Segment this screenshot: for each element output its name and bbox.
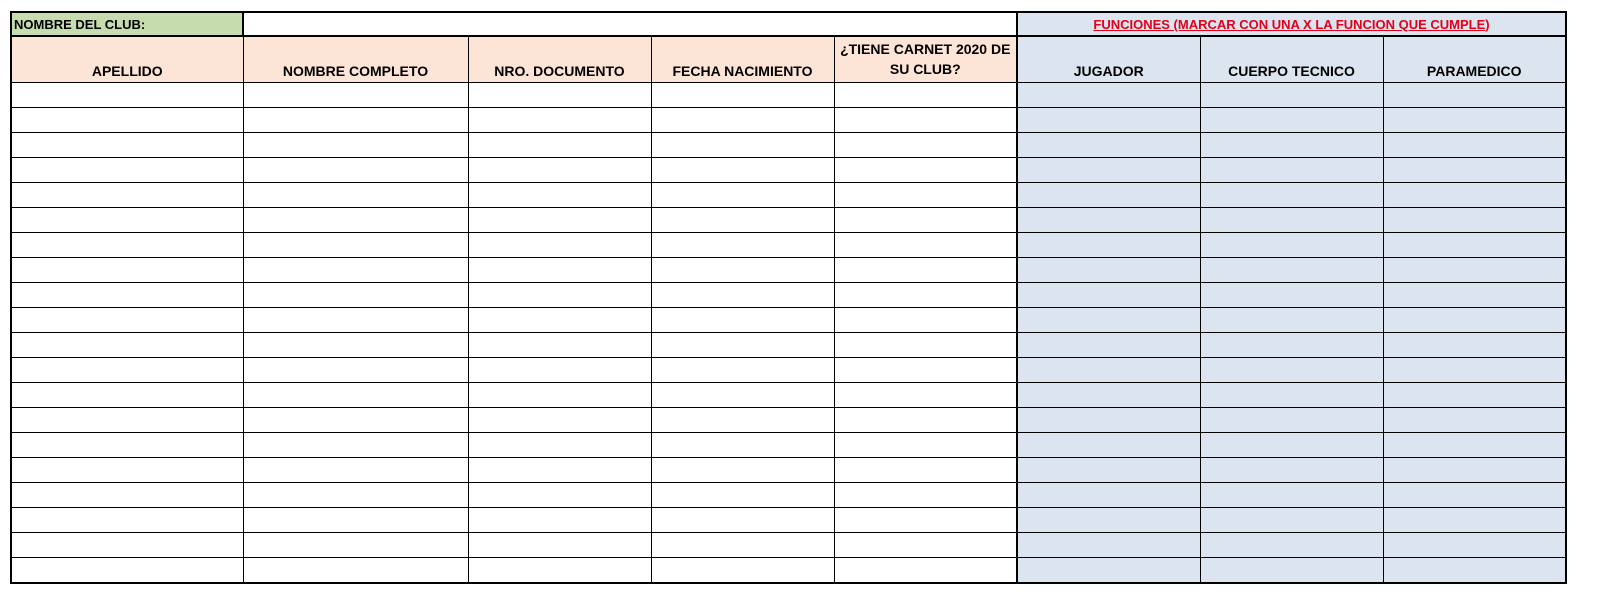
cell-nombre-completo[interactable]: [243, 483, 468, 508]
cell-jugador[interactable]: [1017, 208, 1200, 233]
cell-cuerpo-tecnico[interactable]: [1200, 333, 1383, 358]
cell-nro-documento[interactable]: [468, 408, 651, 433]
cell-apellido[interactable]: [11, 108, 243, 133]
header-nombre-completo: NOMBRE COMPLETO: [243, 36, 468, 83]
cell-tiene-carnet[interactable]: [834, 558, 1017, 584]
table-row: [11, 208, 1566, 233]
cell-nombre-completo[interactable]: [243, 83, 468, 108]
cell-fecha-nacimiento[interactable]: [651, 258, 834, 283]
cell-jugador[interactable]: [1017, 108, 1200, 133]
cell-jugador[interactable]: [1017, 358, 1200, 383]
cell-cuerpo-tecnico[interactable]: [1200, 358, 1383, 383]
cell-tiene-carnet[interactable]: [834, 333, 1017, 358]
cell-fecha-nacimiento[interactable]: [651, 508, 834, 533]
table-row: [11, 458, 1566, 483]
cell-apellido[interactable]: [11, 358, 243, 383]
cell-cuerpo-tecnico[interactable]: [1200, 258, 1383, 283]
cell-jugador[interactable]: [1017, 433, 1200, 458]
cell-jugador[interactable]: [1017, 533, 1200, 558]
cell-jugador[interactable]: [1017, 408, 1200, 433]
cell-cuerpo-tecnico[interactable]: [1200, 283, 1383, 308]
cell-nro-documento[interactable]: [468, 133, 651, 158]
cell-jugador[interactable]: [1017, 558, 1200, 584]
table-row: [11, 558, 1566, 584]
cell-nro-documento[interactable]: [468, 258, 651, 283]
cell-nro-documento[interactable]: [468, 333, 651, 358]
registration-sheet: [10, 11, 1567, 584]
cell-apellido[interactable]: [11, 283, 243, 308]
cell-paramedico[interactable]: [1383, 283, 1566, 308]
cell-jugador[interactable]: [1017, 158, 1200, 183]
cell-fecha-nacimiento[interactable]: [651, 283, 834, 308]
cell-fecha-nacimiento[interactable]: [651, 133, 834, 158]
cell-jugador[interactable]: [1017, 458, 1200, 483]
cell-paramedico[interactable]: [1383, 383, 1566, 408]
cell-jugador[interactable]: [1017, 333, 1200, 358]
header-row: [11, 36, 1566, 83]
cell-fecha-nacimiento[interactable]: [651, 458, 834, 483]
cell-nombre-completo[interactable]: [243, 558, 468, 584]
cell-apellido[interactable]: [11, 408, 243, 433]
cell-cuerpo-tecnico[interactable]: [1200, 408, 1383, 433]
cell-paramedico[interactable]: [1383, 408, 1566, 433]
cell-cuerpo-tecnico[interactable]: [1200, 558, 1383, 584]
cell-nro-documento[interactable]: [468, 208, 651, 233]
cell-jugador[interactable]: [1017, 83, 1200, 108]
cell-fecha-nacimiento[interactable]: [651, 408, 834, 433]
cell-nombre-completo[interactable]: [243, 433, 468, 458]
cell-cuerpo-tecnico[interactable]: [1200, 533, 1383, 558]
cell-paramedico[interactable]: [1383, 183, 1566, 208]
cell-apellido[interactable]: [11, 458, 243, 483]
table-row: [11, 533, 1566, 558]
table-row: [11, 383, 1566, 408]
club-name-field[interactable]: [243, 12, 1017, 36]
header-apellido: APELLIDO: [11, 36, 243, 83]
cell-paramedico[interactable]: [1383, 108, 1566, 133]
cell-tiene-carnet[interactable]: [834, 433, 1017, 458]
cell-nombre-completo[interactable]: [243, 358, 468, 383]
cell-nombre-completo[interactable]: [243, 108, 468, 133]
cell-cuerpo-tecnico[interactable]: [1200, 133, 1383, 158]
cell-jugador[interactable]: [1017, 133, 1200, 158]
cell-cuerpo-tecnico[interactable]: [1200, 108, 1383, 133]
table-row: [11, 158, 1566, 183]
cell-apellido[interactable]: [11, 133, 243, 158]
cell-paramedico[interactable]: [1383, 458, 1566, 483]
header-jugador: JUGADOR: [1017, 36, 1200, 83]
cell-apellido[interactable]: [11, 83, 243, 108]
cell-nombre-completo[interactable]: [243, 383, 468, 408]
cell-fecha-nacimiento[interactable]: [651, 433, 834, 458]
cell-jugador[interactable]: [1017, 483, 1200, 508]
cell-paramedico[interactable]: [1383, 308, 1566, 333]
cell-tiene-carnet[interactable]: [834, 458, 1017, 483]
cell-paramedico[interactable]: [1383, 533, 1566, 558]
cell-apellido[interactable]: [11, 308, 243, 333]
funciones-title: FUNCIONES (MARCAR CON UNA X LA FUNCION QUE CUMPLE): [1017, 12, 1566, 36]
header-paramedico: PARAMEDICO: [1383, 36, 1566, 83]
cell-paramedico[interactable]: [1383, 233, 1566, 258]
cell-nro-documento[interactable]: [468, 558, 651, 584]
cell-cuerpo-tecnico[interactable]: [1200, 233, 1383, 258]
cell-cuerpo-tecnico[interactable]: [1200, 158, 1383, 183]
table-row: [11, 83, 1566, 108]
table-row: [11, 133, 1566, 158]
cell-apellido[interactable]: [11, 433, 243, 458]
cell-nro-documento[interactable]: [468, 458, 651, 483]
cell-paramedico[interactable]: [1383, 558, 1566, 584]
header-nro-documento: NRO. DOCUMENTO: [468, 36, 651, 83]
data-rows: [11, 83, 1566, 584]
table-row: [11, 283, 1566, 308]
cell-fecha-nacimiento[interactable]: [651, 108, 834, 133]
table-row: [11, 358, 1566, 383]
cell-tiene-carnet[interactable]: [834, 308, 1017, 333]
cell-apellido[interactable]: [11, 258, 243, 283]
cell-nro-documento[interactable]: [468, 308, 651, 333]
cell-tiene-carnet[interactable]: [834, 508, 1017, 533]
cell-jugador[interactable]: [1017, 308, 1200, 333]
club-row: [11, 12, 1566, 36]
cell-nro-documento[interactable]: [468, 483, 651, 508]
cell-nro-documento[interactable]: [468, 433, 651, 458]
cell-nro-documento[interactable]: [468, 358, 651, 383]
table-row: [11, 108, 1566, 133]
header-tiene-carnet: ¿TIENE CARNET 2020 DE SU CLUB?: [834, 36, 1017, 83]
cell-tiene-carnet[interactable]: [834, 383, 1017, 408]
cell-nombre-completo[interactable]: [243, 258, 468, 283]
cell-nombre-completo[interactable]: [243, 208, 468, 233]
cell-nro-documento[interactable]: [468, 108, 651, 133]
cell-nombre-completo[interactable]: [243, 183, 468, 208]
cell-apellido[interactable]: [11, 183, 243, 208]
cell-apellido[interactable]: [11, 233, 243, 258]
cell-tiene-carnet[interactable]: [834, 83, 1017, 108]
cell-nro-documento[interactable]: [468, 233, 651, 258]
cell-tiene-carnet[interactable]: [834, 533, 1017, 558]
cell-nro-documento[interactable]: [468, 383, 651, 408]
cell-nro-documento[interactable]: [468, 533, 651, 558]
cell-tiene-carnet[interactable]: [834, 258, 1017, 283]
cell-paramedico[interactable]: [1383, 258, 1566, 283]
cell-jugador[interactable]: [1017, 233, 1200, 258]
table-row: [11, 183, 1566, 208]
cell-apellido[interactable]: [11, 333, 243, 358]
table-row: [11, 258, 1566, 283]
cell-nombre-completo[interactable]: [243, 408, 468, 433]
cell-jugador[interactable]: [1017, 258, 1200, 283]
cell-nombre-completo[interactable]: [243, 308, 468, 333]
cell-paramedico[interactable]: [1383, 83, 1566, 108]
cell-tiene-carnet[interactable]: [834, 233, 1017, 258]
cell-tiene-carnet[interactable]: [834, 158, 1017, 183]
cell-tiene-carnet[interactable]: [834, 108, 1017, 133]
header-fecha-nacimiento: FECHA NACIMIENTO: [651, 36, 834, 83]
cell-tiene-carnet[interactable]: [834, 208, 1017, 233]
table-row: [11, 408, 1566, 433]
cell-tiene-carnet[interactable]: [834, 483, 1017, 508]
table-row: [11, 333, 1566, 358]
cell-nombre-completo[interactable]: [243, 283, 468, 308]
cell-tiene-carnet[interactable]: [834, 283, 1017, 308]
cell-nro-documento[interactable]: [468, 183, 651, 208]
cell-apellido[interactable]: [11, 208, 243, 233]
cell-apellido[interactable]: [11, 158, 243, 183]
cell-tiene-carnet[interactable]: [834, 133, 1017, 158]
cell-tiene-carnet[interactable]: [834, 408, 1017, 433]
cell-fecha-nacimiento[interactable]: [651, 183, 834, 208]
cell-tiene-carnet[interactable]: [834, 358, 1017, 383]
cell-paramedico[interactable]: [1383, 483, 1566, 508]
cell-cuerpo-tecnico[interactable]: [1200, 308, 1383, 333]
cell-fecha-nacimiento[interactable]: [651, 333, 834, 358]
cell-fecha-nacimiento[interactable]: [651, 83, 834, 108]
cell-fecha-nacimiento[interactable]: [651, 233, 834, 258]
cell-nro-documento[interactable]: [468, 158, 651, 183]
table-row: [11, 483, 1566, 508]
cell-apellido[interactable]: [11, 508, 243, 533]
cell-apellido[interactable]: [11, 558, 243, 584]
header-cuerpo-tecnico: CUERPO TECNICO: [1200, 36, 1383, 83]
cell-nombre-completo[interactable]: [243, 233, 468, 258]
cell-tiene-carnet[interactable]: [834, 183, 1017, 208]
cell-nro-documento[interactable]: [468, 283, 651, 308]
cell-paramedico[interactable]: [1383, 508, 1566, 533]
cell-nombre-completo[interactable]: [243, 533, 468, 558]
cell-fecha-nacimiento[interactable]: [651, 483, 834, 508]
cell-apellido[interactable]: [11, 483, 243, 508]
cell-fecha-nacimiento[interactable]: [651, 158, 834, 183]
cell-nombre-completo[interactable]: [243, 508, 468, 533]
cell-cuerpo-tecnico[interactable]: [1200, 83, 1383, 108]
cell-fecha-nacimiento[interactable]: [651, 383, 834, 408]
cell-apellido[interactable]: [11, 383, 243, 408]
club-name-label: NOMBRE DEL CLUB:: [11, 12, 243, 36]
table-row: [11, 433, 1566, 458]
cell-jugador[interactable]: [1017, 283, 1200, 308]
table-row: [11, 508, 1566, 533]
cell-nro-documento[interactable]: [468, 508, 651, 533]
cell-cuerpo-tecnico[interactable]: [1200, 208, 1383, 233]
cell-paramedico[interactable]: [1383, 208, 1566, 233]
cell-paramedico[interactable]: [1383, 358, 1566, 383]
cell-paramedico[interactable]: [1383, 333, 1566, 358]
table-row: [11, 233, 1566, 258]
cell-cuerpo-tecnico[interactable]: [1200, 483, 1383, 508]
cell-jugador[interactable]: [1017, 508, 1200, 533]
cell-paramedico[interactable]: [1383, 133, 1566, 158]
cell-fecha-nacimiento[interactable]: [651, 308, 834, 333]
cell-cuerpo-tecnico[interactable]: [1200, 458, 1383, 483]
cell-cuerpo-tecnico[interactable]: [1200, 383, 1383, 408]
cell-jugador[interactable]: [1017, 383, 1200, 408]
cell-fecha-nacimiento[interactable]: [651, 208, 834, 233]
cell-cuerpo-tecnico[interactable]: [1200, 183, 1383, 208]
cell-nombre-completo[interactable]: [243, 333, 468, 358]
cell-fecha-nacimiento[interactable]: [651, 533, 834, 558]
cell-fecha-nacimiento[interactable]: [651, 558, 834, 584]
cell-paramedico[interactable]: [1383, 433, 1566, 458]
cell-cuerpo-tecnico[interactable]: [1200, 433, 1383, 458]
cell-nro-documento[interactable]: [468, 83, 651, 108]
cell-nombre-completo[interactable]: [243, 158, 468, 183]
cell-apellido[interactable]: [11, 533, 243, 558]
table-row: [11, 308, 1566, 333]
cell-fecha-nacimiento[interactable]: [651, 358, 834, 383]
cell-cuerpo-tecnico[interactable]: [1200, 508, 1383, 533]
cell-nombre-completo[interactable]: [243, 133, 468, 158]
cell-jugador[interactable]: [1017, 183, 1200, 208]
cell-paramedico[interactable]: [1383, 158, 1566, 183]
cell-nombre-completo[interactable]: [243, 458, 468, 483]
